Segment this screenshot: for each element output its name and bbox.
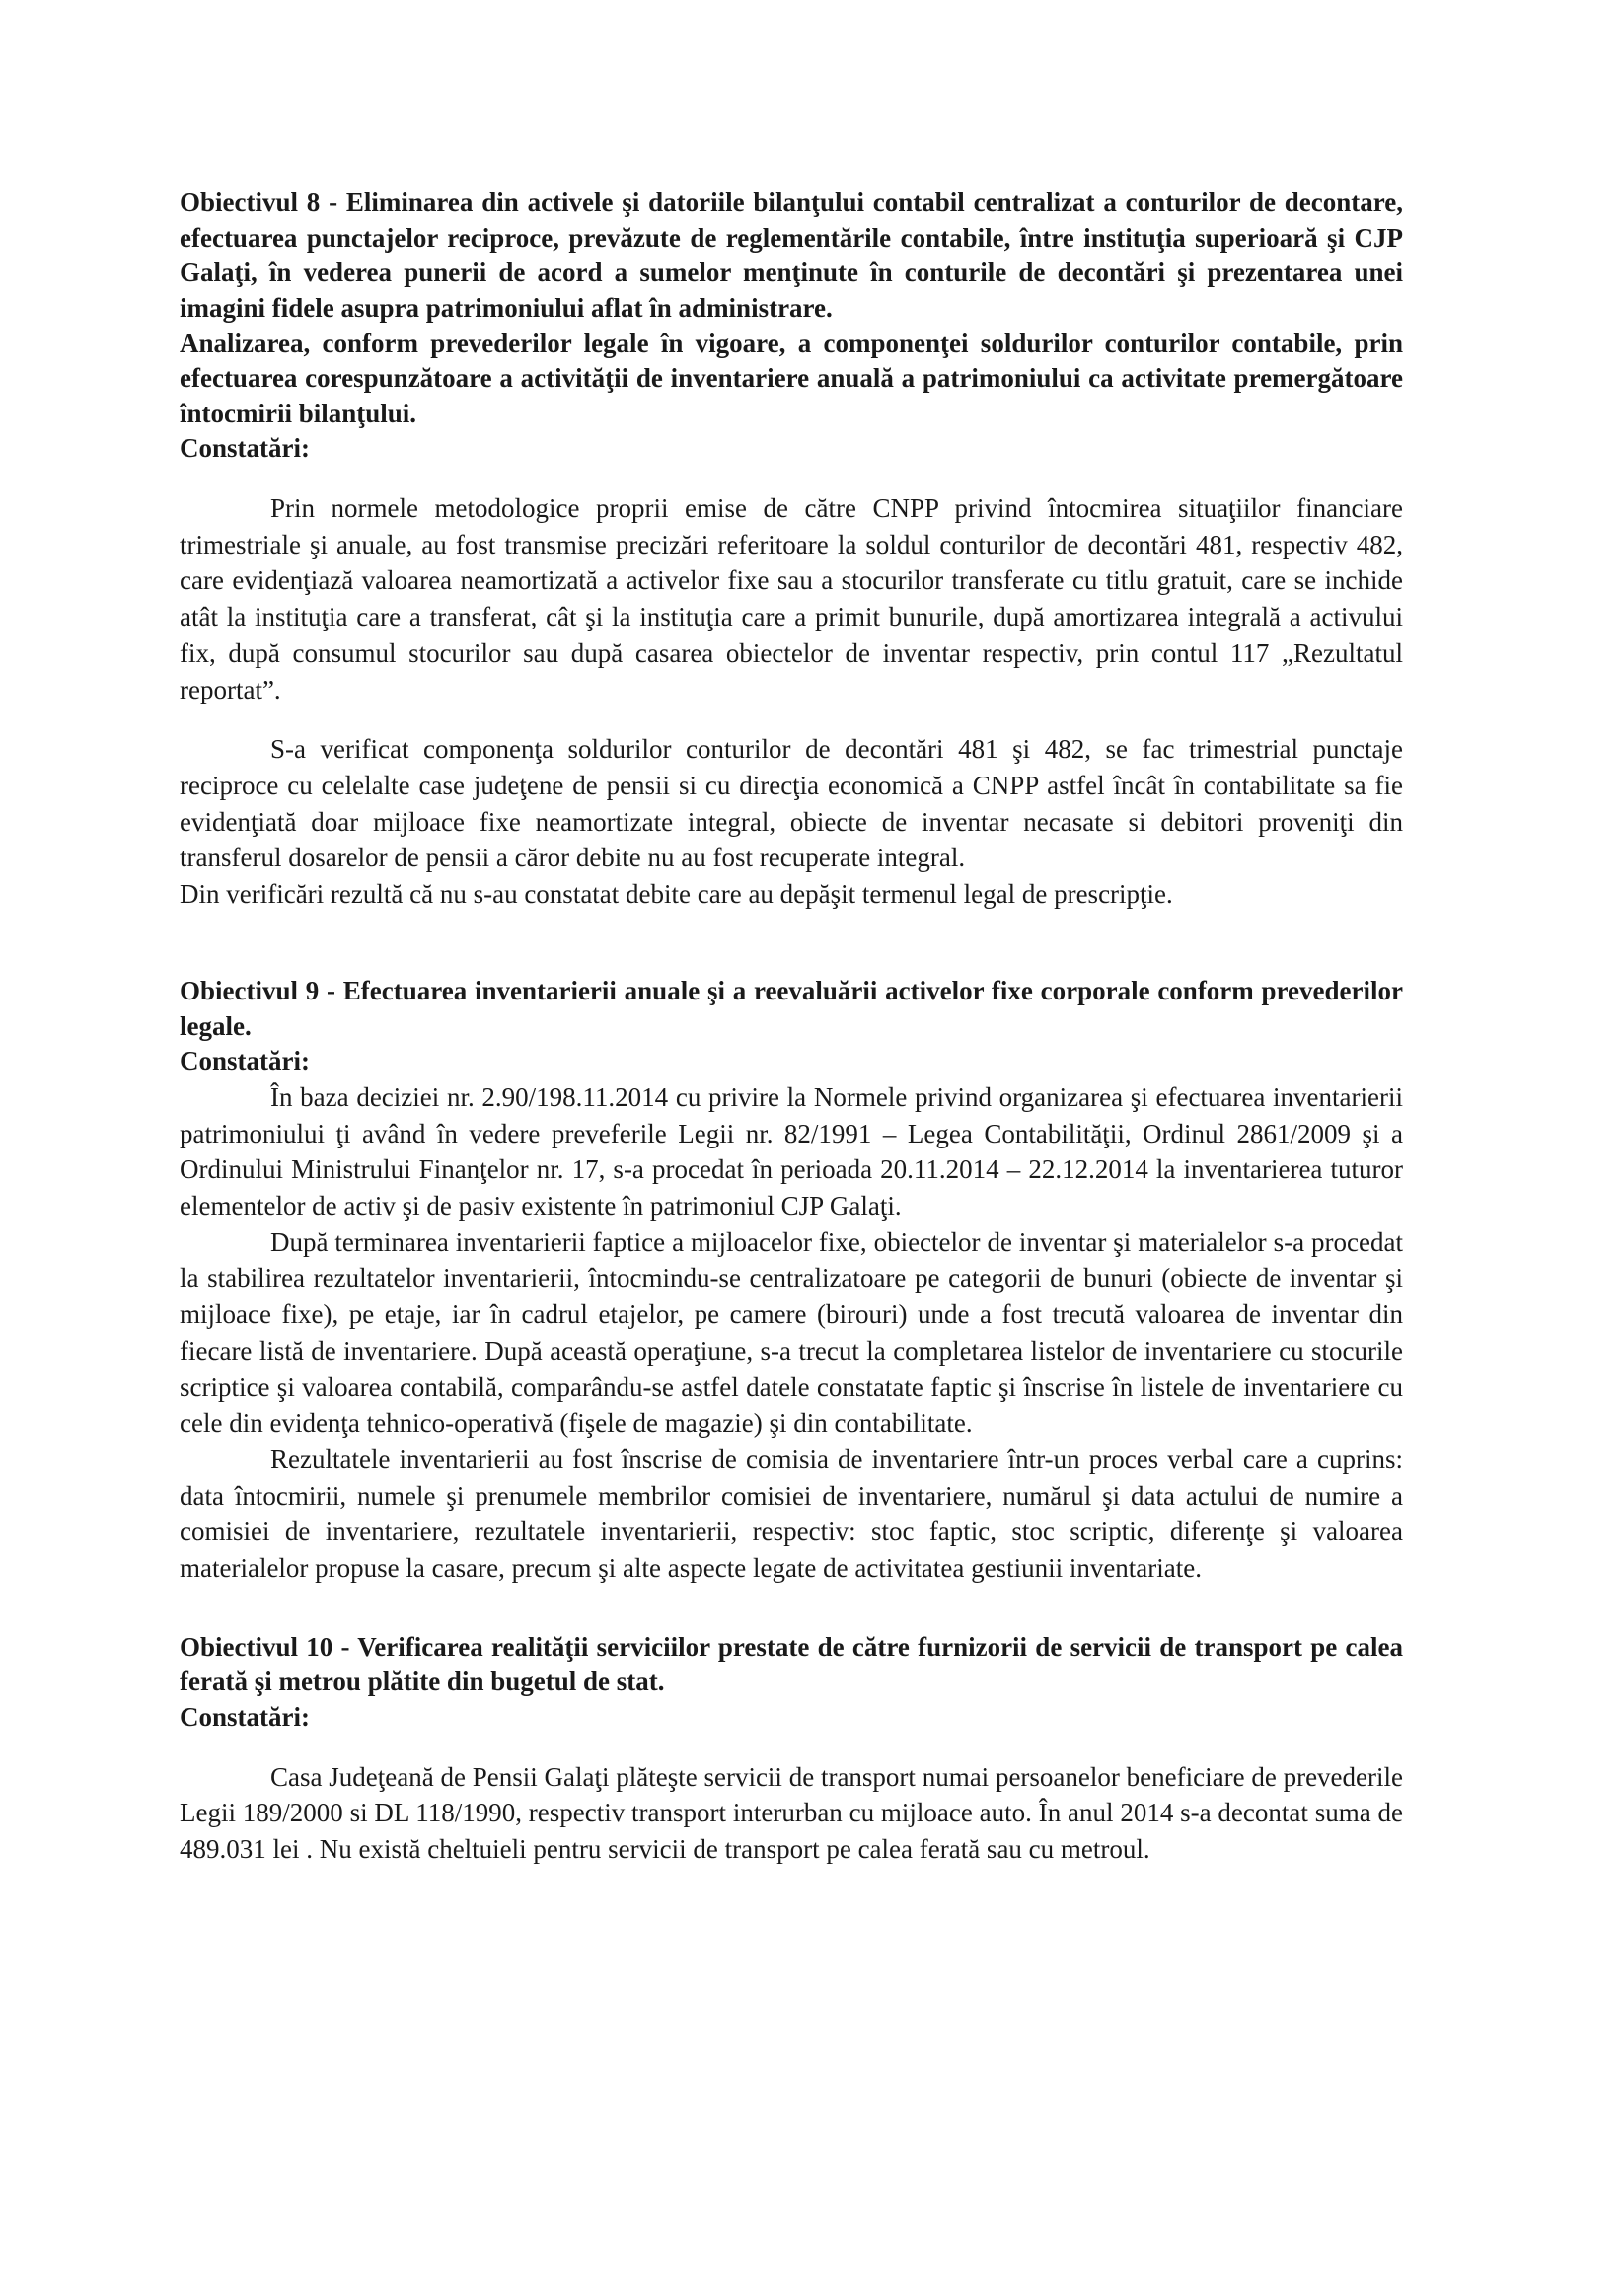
objective-8-section	[180, 185, 1403, 913]
objective-10-heading: Obiectivul 10 - Verificarea realităţii serviciilor prestate de către furnizorii de servicii de transport pe calea ferată şi metrou plătite din bugetul de stat.	[180, 1631, 1403, 1697]
objective-9-section	[180, 974, 1403, 1587]
objective-8-heading: Obiectivul 8 - Eliminarea din activele şi datoriile bilanţului contabil centralizat a conturilor de decontare, efectuarea punctajelor reciproce, prevăzute de reglementările contabile, între instituţia superioară şi CJP Galaţi, în vederea punerii de acord a sumelor menţinute în conturile de decontări şi prezentarea unei imagini fidele asupra patrimoniului aflat în administrare.	[180, 187, 1403, 323]
objective-9-heading: Obiectivul 9 - Efectuarea inventarierii anuale şi a reevaluării activelor fixe corporale conform prevederilor legale.	[180, 975, 1403, 1041]
objective-9-constatari-label: Constatări:	[180, 1046, 310, 1076]
objective-8-analysis: Analizarea, conform prevederilor legale în vigoare, a componenţei soldurilor conturilor contabile, prin efectuarea corespunzătoare a activităţii de inventariere anuală a patrimoniului ca activitate premergătoare întocmirii bilanţului.	[180, 328, 1403, 428]
objective-10-constatari-label: Constatări:	[180, 1702, 310, 1733]
objective-8-paragraph-2: S-a verificat componenţa soldurilor conturilor de decontări 481 şi 482, se fac trimestrial punctaje reciproce cu celelalte case judeţene de pensii si cu direcţia economică a CNPP astfel încât în contabilitate sa fie evidenţiată doar mijloace fixe neamortizate integral, obiecte de inventar necasate si debitori proveniţi din transferul dosarelor de pensii a căror debite nu au fost recuperate integral.	[180, 734, 1403, 873]
objective-10-section	[180, 1630, 1403, 1868]
objective-8-constatari-label: Constatări:	[180, 433, 310, 464]
document-page	[180, 185, 1403, 2188]
objective-8-conclusion: Din verificări rezultă că nu s-au constatat debite care au depăşit termenul legal de prescripţie.	[180, 879, 1173, 910]
objective-8-paragraph-1: Prin normele metodologice proprii emise de către CNPP privind întocmirea situaţiilor financiare trimestriale şi anuale, au fost transmise precizări referitoare la soldul conturilor de decontări 481, respectiv 482, care evidenţiază valoarea neamortizată a activelor fixe sau a stocurilor transferate cu titlu gratuit, care se inchide atât la instituţia care a transferat, cât şi la instituţia care a primit bunurile, după amortizarea integrală a activului fix, după consumul stocurilor sau după casarea obiectelor de inventar respectiv, prin contul 117 „Rezultatul reportat”.	[180, 493, 1403, 704]
objective-9-paragraph-2: După terminarea inventarierii faptice a mijloacelor fixe, obiectelor de inventar şi materialelor s-a procedat la stabilirea rezultatelor inventarierii, întocmindu-se centralizatoare pe categorii de bunuri (obiecte de inventar şi mijloace fixe), pe etaje, iar în cadrul etajelor, pe camere (birouri) unde a fost trecută valoarea de inventar din fiecare listă de inventariere. După această operaţiune, s-a trecut la completarea listelor de inventariere cu stocurile scriptice şi valoarea contabilă, comparându-se astfel datele constatate faptic şi înscrise în listele de inventariere cu cele din evidenţa tehnico-operativă (fişele de magazie) şi din contabilitate.	[180, 1226, 1403, 1439]
objective-9-paragraph-1: În baza deciziei nr. 2.90/198.11.2014 cu privire la Normele privind organizarea şi efectuarea inventarierii patrimoniului ţi având în vedere preveferile Legii nr. 82/1991 – Legea Contabilităţii, Ordinul 2861/2009 şi a Ordinului Ministrului Finanţelor nr. 17, s-a procedat în perioada 20.11.2014 – 22.12.2014 la inventarierea tuturor elementelor de activ şi de pasiv existente în patrimoniul CJP Galaţi.	[180, 1081, 1403, 1221]
objective-9-paragraph-3: Rezultatele inventarierii au fost înscrise de comisia de inventariere într-un proces verbal care a cuprins: data întocmirii, numele şi prenumele membrilor comisiei de inventariere, numărul şi data actului de numire a comisiei de inventariere, rezultatele inventarierii, respectiv: stoc faptic, stoc scriptic, diferenţe şi valoarea materialelor propuse la casare, precum şi alte aspecte legate de activitatea gestiunii inventariate.	[180, 1443, 1403, 1584]
objective-10-paragraph-1: Casa Judeţeană de Pensii Galaţi plăteşte servicii de transport numai persoanelor beneficiare de prevederile Legii 189/2000 si DL 118/1990, respectiv transport interurban cu mijloace auto. În anul 2014 s-a decontat suma de 489.031 lei . Nu există cheltuieli pentru servicii de transport pe calea ferată sau cu metroul.	[180, 1761, 1403, 1865]
